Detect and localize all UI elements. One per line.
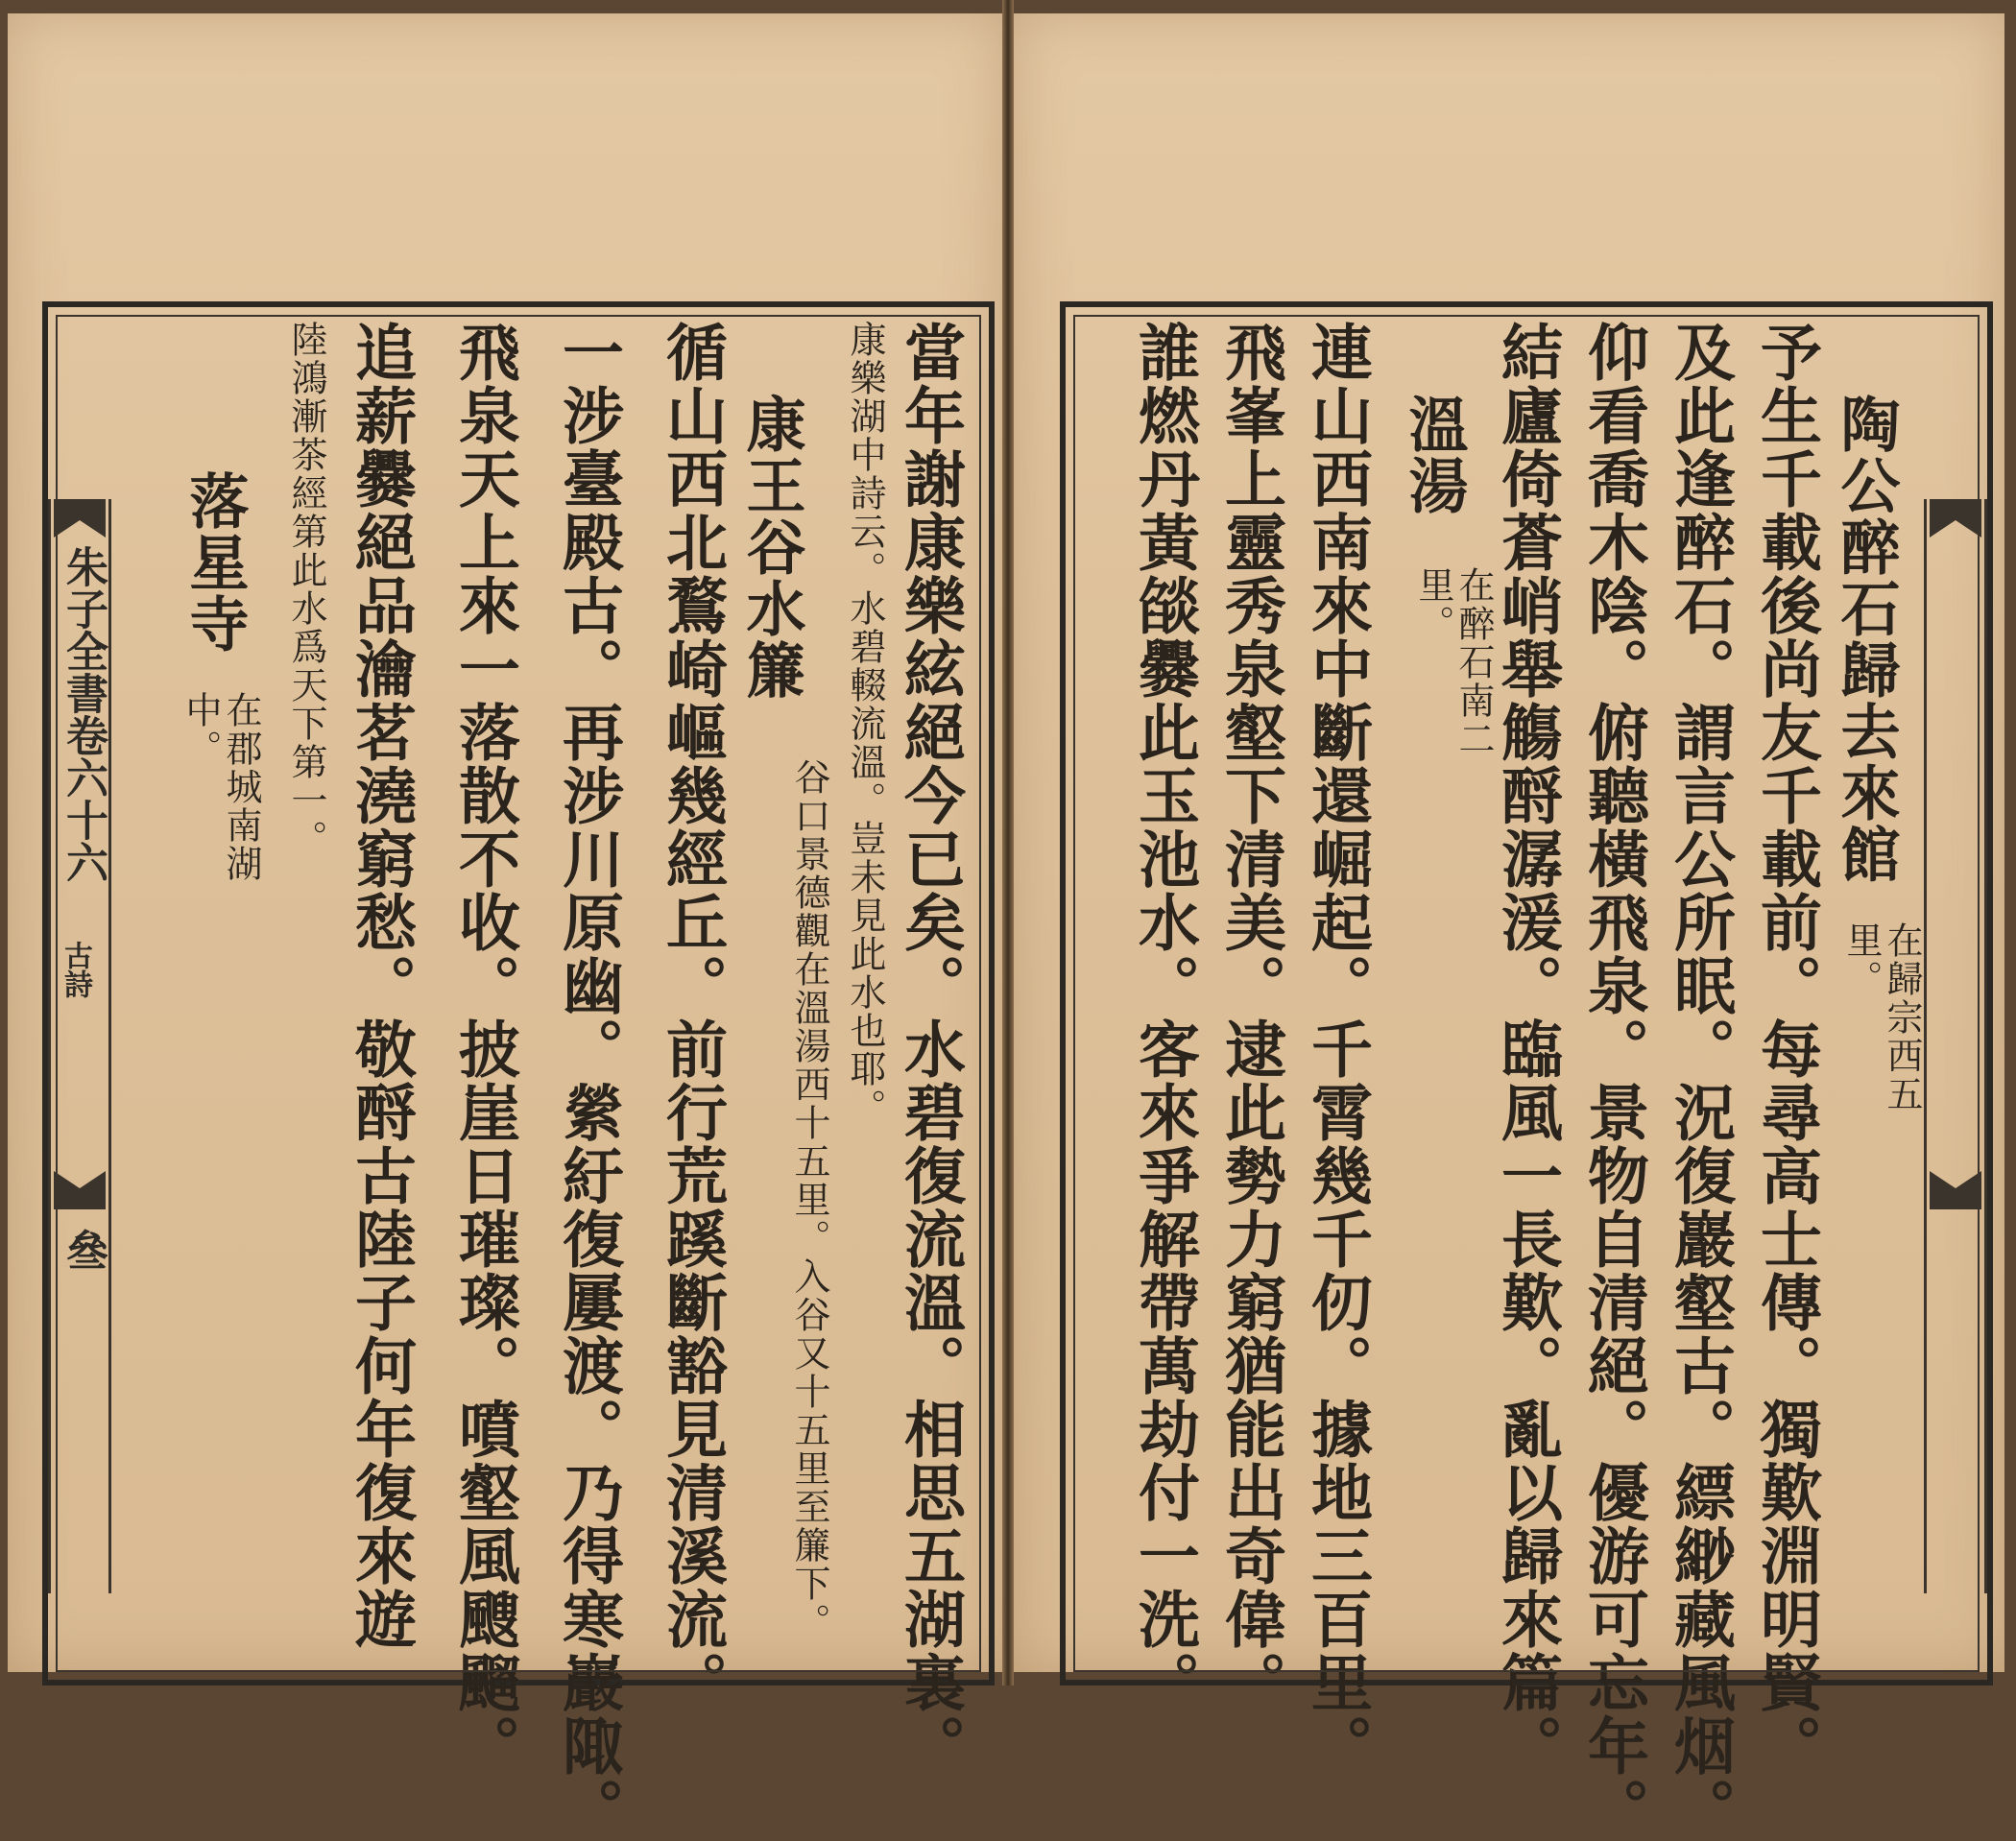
text-column: 當年謝康樂絃絕今已矣。水碧復流溫。相思五湖裏。 [894, 321, 966, 1778]
left-page [8, 13, 1002, 1841]
text-column: 仰看喬木陰。俯聽橫飛泉。景物自清絕。優游可忘年。 [1577, 321, 1649, 1841]
annotation-column: 康樂湖中詩云。水碧輟流溫。豈未見此水也耶。 [844, 321, 886, 1127]
block-heart-margin-edge [1924, 499, 1987, 1593]
poem-title: 康王谷水簾 [736, 394, 806, 701]
text-column: 飛泉天上來一落散不收。披崖日璀璨。噴壑風颼飀。 [448, 321, 520, 1778]
annotation-column: 在郡城南湖中。 [180, 691, 262, 883]
annotation-column: 在醉石南二里。 [1412, 566, 1495, 758]
poem-title: 落星寺 [180, 470, 250, 655]
text-column: 結廬倚蒼峭舉觴酹潺湲。臨風一長歎。亂以歸來篇。 [1491, 321, 1563, 1778]
text-column: 追薪爨絕品瀹茗澆窮愁。敬酹古陸子何年復來遊 [345, 321, 417, 1651]
text-column: 飛峯上靈秀泉壑下清美。逮此勢力窮猶能出奇偉。 [1214, 321, 1286, 1714]
fishtail-mark [54, 499, 106, 538]
block-heart-margin [48, 499, 111, 1593]
annotation-column: 陸鴻漸茶經第此水爲天下第一。 [285, 321, 327, 858]
text-column: 予生千載後尚友千載前。每尋高士傳。獨歎淵明賢。 [1750, 321, 1822, 1778]
book-gutter [1002, 0, 1014, 1686]
annotation-column: 谷口景德觀在溫湯西十五里。入谷又十五里至簾下。 [788, 758, 830, 1641]
fishtail-mark [54, 1171, 106, 1209]
text-column: 連山西南來中斷還崛起。千霄幾千仞。據地三百里。 [1301, 321, 1373, 1778]
annotation-column: 在歸宗西五里。 [1840, 921, 1923, 1113]
text-column: 誰燃丹黃燄爨此玉池水。客來爭解帶萬劫付一洗。 [1128, 321, 1200, 1714]
fishtail-mark [1930, 499, 1981, 538]
text-column: 一涉臺殿古。再涉川原幽。縈紆復屢渡。乃得寒巖陬。 [552, 321, 624, 1841]
section-label: 古詩 [59, 941, 92, 998]
poem-title: 陶公醉石歸去來館 [1831, 394, 1901, 885]
text-column: 及此逢醉石。謂言公所眠。況復巖壑古。縹緲藏風烟。 [1664, 321, 1736, 1841]
text-column: 循山西北鶩崎嶇幾經丘。前行荒蹊斷豁見清溪流。 [656, 321, 728, 1714]
fishtail-mark [1930, 1171, 1981, 1209]
running-title: 朱子全書卷六十六 [59, 545, 108, 883]
poem-title: 溫湯 [1399, 394, 1469, 516]
right-text-frame [1060, 301, 1993, 1841]
folio-number: 叄 [59, 1229, 108, 1271]
right-page [1014, 13, 2004, 1841]
left-text-frame [42, 301, 995, 1841]
